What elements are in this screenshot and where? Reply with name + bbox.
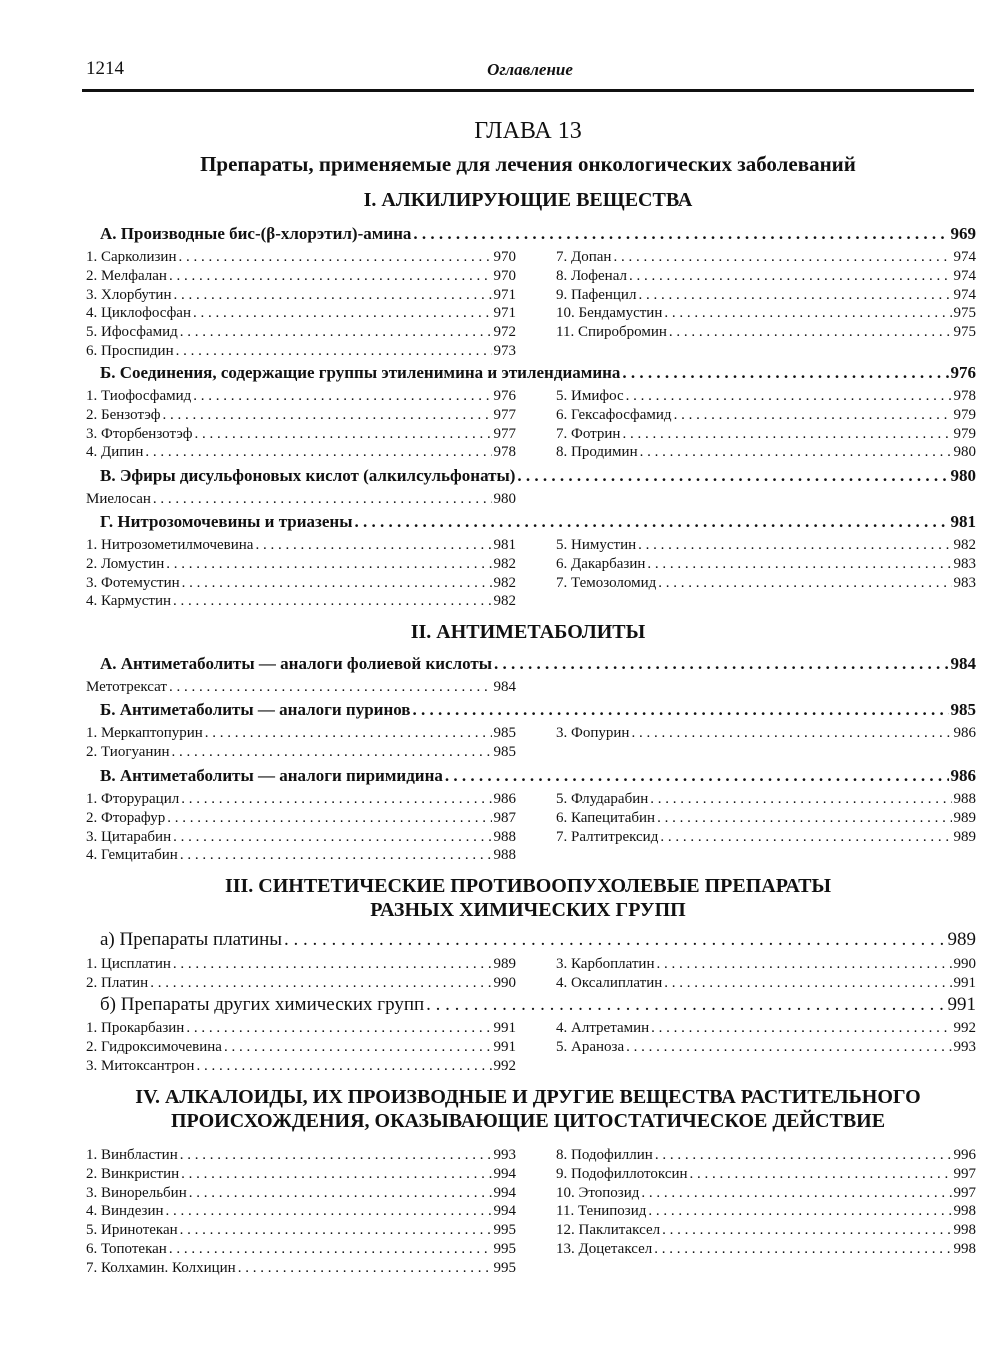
toc-entry-page: 998 <box>953 1203 976 1220</box>
dot-leader <box>166 1202 492 1220</box>
toc-entry[interactable] <box>86 286 516 304</box>
toc-entry-page: 996 <box>953 1147 976 1163</box>
toc-entry-label: 11. Тенипозид <box>556 1203 647 1220</box>
toc-entry-page: 980 <box>493 491 516 507</box>
dot-leader <box>657 955 952 973</box>
dot-leader <box>181 1165 491 1183</box>
toc-entry[interactable] <box>556 955 976 973</box>
toc-entry[interactable] <box>556 809 976 827</box>
toc-entry-label: 6. Проспидин <box>86 343 174 359</box>
toc-entry-label: 9. Пафенцил <box>556 286 637 303</box>
toc-entry-label: 12. Паклитаксел <box>556 1222 661 1239</box>
dot-leader <box>629 267 952 285</box>
dot-leader <box>660 828 951 846</box>
dot-leader <box>648 1202 951 1220</box>
toc-entry[interactable] <box>86 809 516 827</box>
toc-entry[interactable] <box>86 955 516 973</box>
dot-leader <box>622 363 948 383</box>
toc-entry[interactable] <box>86 1165 516 1183</box>
dot-leader <box>664 304 951 322</box>
toc-entry[interactable] <box>100 363 976 383</box>
toc-entry[interactable] <box>86 1146 516 1164</box>
toc-entry-page: 982 <box>493 555 516 572</box>
toc-entry-page: 993 <box>953 1038 976 1055</box>
toc-entry[interactable] <box>556 406 976 424</box>
toc-entry-page: 980 <box>950 466 976 485</box>
header-rule <box>82 89 974 92</box>
toc-entry[interactable] <box>100 224 976 244</box>
toc-entry[interactable] <box>556 443 976 461</box>
toc-entry[interactable] <box>86 248 516 266</box>
toc-entry-page: 987 <box>493 809 516 826</box>
toc-entry-label: 5. Ифосфамид <box>86 324 178 341</box>
toc-entry-page: 977 <box>493 425 516 442</box>
toc-entry-label: 4. Алтретамин <box>556 1020 650 1036</box>
dot-leader <box>196 1057 491 1075</box>
toc-entry-label: 5. Араноза <box>556 1038 625 1055</box>
toc-entry-page: 994 <box>493 1203 516 1220</box>
toc-entry[interactable] <box>556 536 976 554</box>
dot-leader <box>193 387 491 405</box>
toc-entry-label: б) Препараты других химических групп <box>100 994 425 1015</box>
dot-leader <box>657 809 951 827</box>
toc-entry-label: 8. Подофиллин <box>556 1147 653 1163</box>
toc-entry[interactable] <box>86 1221 516 1239</box>
dot-leader <box>150 974 491 992</box>
toc-entry[interactable] <box>556 555 976 573</box>
dot-leader <box>658 574 951 592</box>
toc-entry-page: 991 <box>493 1038 516 1055</box>
toc-entry[interactable] <box>86 574 516 592</box>
section-title-3a: III. СИНТЕТИЧЕСКИЕ ПРОТИВООПУХОЛЕВЫЕ ПРЕПАРАТЫ <box>224 875 832 897</box>
toc-entry-label: Б. Соединения, содержащие группы этиленимина и этилендиамина <box>100 363 621 382</box>
toc-entry-label: 3. Фопурин <box>556 725 630 741</box>
toc-entry-page: 985 <box>950 700 976 719</box>
toc-entry-label: 3. Хлорбутин <box>86 286 172 303</box>
dot-leader <box>169 678 492 696</box>
toc-entry-label: 11. Спиробромин <box>556 324 667 341</box>
toc-entry-label: В. Антиметаболиты — аналоги пиримидина <box>100 766 443 785</box>
toc-entry-page: 979 <box>953 425 976 442</box>
toc-entry[interactable] <box>86 1259 516 1277</box>
toc-entry-page: 990 <box>953 956 976 972</box>
dot-leader <box>640 443 952 461</box>
toc-entry[interactable] <box>100 654 976 674</box>
dot-leader <box>626 387 952 405</box>
dot-leader <box>613 248 951 266</box>
running-title: Оглавление <box>487 60 573 79</box>
toc-entry[interactable] <box>86 974 516 992</box>
toc-entry-label: 1. Прокарбазин <box>86 1020 185 1036</box>
toc-entry-label: 4. Циклофосфан <box>86 305 191 322</box>
toc-entry-page: 978 <box>953 388 976 404</box>
toc-entry-label: В. Эфиры дисульфоновых кислот (алкилсульфонаты) <box>100 466 516 485</box>
toc-entry-page: 973 <box>493 343 516 359</box>
toc-entry[interactable] <box>86 406 516 424</box>
dot-leader <box>153 490 492 508</box>
toc-entry-label: 2. Платин <box>86 974 149 991</box>
toc-entry-page: 995 <box>493 1241 516 1257</box>
toc-entry[interactable] <box>86 678 516 696</box>
toc-entry-label: 7. Ралтитрексид <box>556 828 659 845</box>
dot-leader <box>641 1184 951 1202</box>
toc-entry[interactable] <box>86 846 516 864</box>
toc-entry-label: 10. Бендамустин <box>556 305 663 322</box>
toc-entry-label: 2. Бензотэф <box>86 406 161 423</box>
toc-entry-label: 4. Оксалиплатин <box>556 974 663 991</box>
dot-leader <box>176 342 492 360</box>
toc-entry-label: А. Производные бис-(β-хлорэтил)-амина <box>100 224 412 243</box>
toc-entry-page: 970 <box>493 249 516 265</box>
toc-entry[interactable] <box>86 1184 516 1202</box>
dot-leader <box>631 724 951 742</box>
toc-entry-page: 980 <box>953 444 976 461</box>
dot-leader <box>647 555 951 573</box>
dot-leader <box>674 406 952 424</box>
toc-entry-page: 989 <box>947 929 976 950</box>
toc-entry-page: 986 <box>493 791 516 807</box>
toc-entry-label: 7. Темозоломид <box>556 574 657 591</box>
toc-entry[interactable] <box>86 443 516 461</box>
toc-entry-label: А. Антиметаболиты — аналоги фолиевой кислоты <box>100 654 493 673</box>
page-number: 1214 <box>86 58 124 79</box>
toc-entry-label: 4. Виндезин <box>86 1203 164 1220</box>
dot-leader <box>664 974 951 992</box>
toc-entry-page: 988 <box>953 791 976 807</box>
toc-entry-label: 5. Иринотекан <box>86 1222 178 1239</box>
toc-entry-label: Миелосан <box>86 491 151 507</box>
dot-leader <box>180 1221 492 1239</box>
dot-leader <box>638 286 951 304</box>
toc-entry[interactable] <box>556 574 976 592</box>
toc-entry-label: 7. Допан <box>556 249 612 265</box>
dot-leader <box>255 536 491 554</box>
toc-entry-page: 983 <box>953 574 976 591</box>
toc-entry-label: 1. Винбластин <box>86 1147 178 1163</box>
toc-entry[interactable] <box>556 387 976 405</box>
toc-entry[interactable] <box>556 304 976 322</box>
dot-leader <box>174 286 492 304</box>
toc-entry[interactable] <box>86 490 516 508</box>
toc-entry-label: 4. Гемцитабин <box>86 847 178 864</box>
toc-entry-label: 7. Колхамин. Колхицин <box>86 1259 236 1276</box>
toc-entry[interactable] <box>556 286 976 304</box>
toc-entry[interactable] <box>100 466 976 486</box>
toc-entry-label: 5. Имифос <box>556 388 624 404</box>
toc-entry-label: Г. Нитрозомочевины и триазены <box>100 512 353 531</box>
dot-leader <box>194 425 491 443</box>
toc-entry-page: 975 <box>953 305 976 322</box>
toc-entry-label: 3. Митоксантрон <box>86 1057 195 1074</box>
toc-entry-label: 7. Фотрин <box>556 425 621 442</box>
dot-leader <box>189 1184 492 1202</box>
toc-entry-page: 991 <box>947 994 976 1015</box>
toc-entry-page: 992 <box>493 1057 516 1074</box>
toc-entry-label: 2. Ломустин <box>86 555 165 572</box>
toc-entry-label: 2. Тиогуанин <box>86 743 170 760</box>
toc-entry-page: 984 <box>493 679 516 695</box>
toc-entry-page: 997 <box>953 1184 976 1201</box>
toc-entry[interactable] <box>86 743 516 761</box>
toc-entry-page: 985 <box>493 725 516 741</box>
dot-leader <box>445 766 949 786</box>
toc-entry-page: 982 <box>953 537 976 553</box>
toc-entry-page: 974 <box>953 286 976 303</box>
toc-entry-page: 975 <box>953 324 976 341</box>
toc-entry-label: 3. Винорельбин <box>86 1184 187 1201</box>
toc-entry-label: 1. Фторурацил <box>86 791 180 807</box>
toc-entry-label: 3. Фотемустин <box>86 574 180 591</box>
toc-entry-page: 974 <box>953 249 976 265</box>
toc-entry-page: 979 <box>953 406 976 423</box>
toc-entry[interactable] <box>556 1184 976 1202</box>
toc-entry-page: 991 <box>953 974 976 991</box>
dot-leader <box>655 1146 952 1164</box>
toc-entry-page: 989 <box>953 809 976 826</box>
toc-entry[interactable] <box>556 267 976 285</box>
toc-entry[interactable] <box>86 304 516 322</box>
toc-entry-page: 994 <box>493 1165 516 1182</box>
dot-leader <box>162 406 491 424</box>
toc-entry-page: 982 <box>493 574 516 591</box>
toc-entry-label: 4. Дипин <box>86 444 144 461</box>
toc-entry-label: 6. Топотекан <box>86 1241 167 1257</box>
dot-leader <box>413 700 949 720</box>
dot-leader <box>284 929 945 951</box>
toc-entry-page: 985 <box>493 743 516 760</box>
section-title-1: I. АЛКИЛИРУЮЩИЕ ВЕЩЕСТВА <box>363 189 693 211</box>
dot-leader <box>167 809 491 827</box>
toc-entry-page: 984 <box>950 654 976 673</box>
toc-entry[interactable] <box>86 592 516 610</box>
dot-leader <box>494 654 948 674</box>
toc-entry[interactable] <box>86 323 516 341</box>
toc-entry[interactable] <box>100 929 976 951</box>
chapter-subtitle: Препараты, применяемые для лечения онкологических заболеваний <box>200 152 856 176</box>
toc-entry[interactable] <box>556 974 976 992</box>
toc-entry-label: 1. Сарколизин <box>86 249 177 265</box>
toc-entry-page: 988 <box>493 828 516 845</box>
dot-leader <box>626 1038 951 1056</box>
toc-entry[interactable] <box>556 1240 976 1258</box>
dot-leader <box>145 443 491 461</box>
toc-entry[interactable] <box>86 1038 516 1056</box>
dot-leader <box>173 828 491 846</box>
toc-entry-label: 1. Нитрозометилмочевина <box>86 537 254 553</box>
toc-entry-label: 3. Фторбензотэф <box>86 425 193 442</box>
dot-leader <box>172 743 492 761</box>
toc-entry-page: 981 <box>950 512 976 531</box>
dot-leader <box>173 592 492 610</box>
dot-leader <box>180 323 492 341</box>
toc-entry-label: а) Препараты платины <box>100 929 283 950</box>
toc-entry-page: 983 <box>953 555 976 572</box>
toc-entry-page: 997 <box>953 1165 976 1182</box>
dot-leader <box>669 323 952 341</box>
dot-leader <box>690 1165 952 1183</box>
section-title-2: II. АНТИМЕТАБОЛИТЫ <box>410 621 646 643</box>
chapter-title: ГЛАВА 13 <box>474 118 582 144</box>
toc-entry-page: 990 <box>493 974 516 991</box>
dot-leader <box>169 267 492 285</box>
toc-entry[interactable] <box>556 790 976 808</box>
dot-leader <box>651 1019 951 1037</box>
toc-entry-page: 998 <box>953 1222 976 1239</box>
dot-leader <box>662 1221 951 1239</box>
toc-entry[interactable] <box>100 994 976 1016</box>
toc-entry[interactable] <box>100 766 976 786</box>
toc-entry-label: 3. Карбоплатин <box>556 956 655 972</box>
dot-leader <box>224 1038 492 1056</box>
toc-entry[interactable] <box>100 512 976 532</box>
toc-entry[interactable] <box>86 724 516 742</box>
toc-entry-label: 1. Меркаптопурин <box>86 725 203 741</box>
toc-entry[interactable] <box>86 342 516 360</box>
dot-leader <box>180 846 492 864</box>
section-title-4b: ПРОИСХОЖДЕНИЯ, ОКАЗЫВАЮЩИЕ ЦИТОСТАТИЧЕСКОЕ ДЕЙСТВИЕ <box>170 1110 886 1132</box>
toc-entry-page: 986 <box>950 766 976 785</box>
toc-entry-page: 976 <box>493 388 516 404</box>
dot-leader <box>622 425 951 443</box>
toc-entry[interactable] <box>86 387 516 405</box>
toc-entry-label: Б. Антиметаболиты — аналоги пуринов <box>100 700 411 719</box>
toc-entry[interactable] <box>556 1146 976 1164</box>
toc-entry-page: 989 <box>493 956 516 972</box>
toc-entry[interactable] <box>556 323 976 341</box>
toc-entry[interactable] <box>556 425 976 443</box>
toc-entry-page: 995 <box>493 1222 516 1239</box>
toc-entry-page: 992 <box>953 1020 976 1036</box>
toc-entry-page: 995 <box>493 1259 516 1276</box>
toc-entry-label: 6. Капецитабин <box>556 809 656 826</box>
toc-entry[interactable] <box>86 1240 516 1258</box>
toc-entry-page: 998 <box>953 1241 976 1257</box>
toc-entry-label: 2. Гидроксимочевина <box>86 1038 222 1055</box>
dot-leader <box>413 224 948 244</box>
toc-entry[interactable] <box>556 248 976 266</box>
toc-entry-page: 989 <box>953 828 976 845</box>
toc-entry[interactable] <box>556 828 976 846</box>
toc-entry-page: 981 <box>493 537 516 553</box>
toc-entry-page: 982 <box>493 593 516 610</box>
dot-leader <box>182 574 492 592</box>
toc-entry-label: 13. Доцетаксел <box>556 1241 653 1257</box>
toc-entry[interactable] <box>86 425 516 443</box>
dot-leader <box>181 790 491 808</box>
toc-entry-page: 972 <box>493 324 516 341</box>
toc-entry[interactable] <box>556 1019 976 1037</box>
toc-entry[interactable] <box>86 1202 516 1220</box>
toc-entry-label: 5. Флударабин <box>556 791 649 807</box>
toc-entry-page: 970 <box>493 267 516 284</box>
toc-entry[interactable] <box>86 1057 516 1075</box>
toc-entry-page: 974 <box>953 267 976 284</box>
toc-entry-page: 986 <box>953 725 976 741</box>
toc-entry-page: 976 <box>950 363 976 382</box>
toc-entry[interactable] <box>86 267 516 285</box>
dot-leader <box>180 1146 492 1164</box>
toc-entry[interactable] <box>556 1165 976 1183</box>
toc-entry-label: 9. Подофиллотоксин <box>556 1165 688 1182</box>
dot-leader <box>186 1019 491 1037</box>
dot-leader <box>638 536 951 554</box>
dot-leader <box>238 1259 492 1277</box>
dot-leader <box>193 304 492 322</box>
dot-leader <box>650 790 951 808</box>
toc-entry-label: 1. Цисплатин <box>86 956 171 972</box>
toc-entry-label: 1. Тиофосфамид <box>86 388 192 404</box>
toc-entry-label: 4. Кармустин <box>86 593 171 610</box>
toc-entry-label: 2. Винкристин <box>86 1165 180 1182</box>
toc-entry-label: 3. Цитарабин <box>86 828 172 845</box>
toc-entry-page: 991 <box>493 1020 516 1036</box>
toc-entry[interactable] <box>86 536 516 554</box>
section-title-3b: РАЗНЫХ ХИМИЧЕСКИХ ГРУПП <box>370 899 686 921</box>
dot-leader <box>517 466 948 486</box>
toc-entry-label: 8. Продимин <box>556 444 638 461</box>
toc-entry-page: 977 <box>493 406 516 423</box>
toc-entry-label: 10. Этопозид <box>556 1184 640 1201</box>
toc-entry-label: 8. Лофенал <box>556 267 627 284</box>
toc-entry[interactable] <box>556 1038 976 1056</box>
toc-entry-label: 6. Гексафосфамид <box>556 406 672 423</box>
toc-entry[interactable] <box>86 828 516 846</box>
toc-entry[interactable] <box>86 1019 516 1037</box>
toc-entry-label: 2. Фторафур <box>86 809 166 826</box>
toc-entry[interactable] <box>86 790 516 808</box>
toc-entry[interactable] <box>100 700 976 720</box>
dot-leader <box>173 955 492 973</box>
dot-leader <box>166 555 491 573</box>
toc-entry-page: 988 <box>493 847 516 864</box>
toc-entry-page: 978 <box>493 444 516 461</box>
dot-leader <box>169 1240 492 1258</box>
toc-entry-label: 6. Дакарбазин <box>556 555 646 572</box>
dot-leader <box>354 512 948 532</box>
toc-entry-label: Метотрексат <box>86 679 167 695</box>
toc-entry-label: 2. Мелфалан <box>86 267 167 284</box>
toc-entry-page: 971 <box>493 305 516 322</box>
toc-entry[interactable] <box>86 555 516 573</box>
dot-leader <box>654 1240 951 1258</box>
dot-leader <box>205 724 492 742</box>
dot-leader <box>426 994 945 1016</box>
dot-leader <box>178 248 491 266</box>
section-title-4a: IV. АЛКАЛОИДЫ, ИХ ПРОИЗВОДНЫЕ И ДРУГИЕ ВЕЩЕСТВА РАСТИТЕЛЬНОГО <box>135 1086 921 1108</box>
toc-entry[interactable] <box>556 724 976 742</box>
toc-entry[interactable] <box>556 1221 976 1239</box>
toc-entry-page: 993 <box>493 1147 516 1163</box>
toc-entry-page: 969 <box>950 224 976 243</box>
toc-entry[interactable] <box>556 1202 976 1220</box>
toc-entry-label: 5. Нимустин <box>556 537 637 553</box>
toc-entry-page: 994 <box>493 1184 516 1201</box>
toc-entry-page: 971 <box>493 286 516 303</box>
